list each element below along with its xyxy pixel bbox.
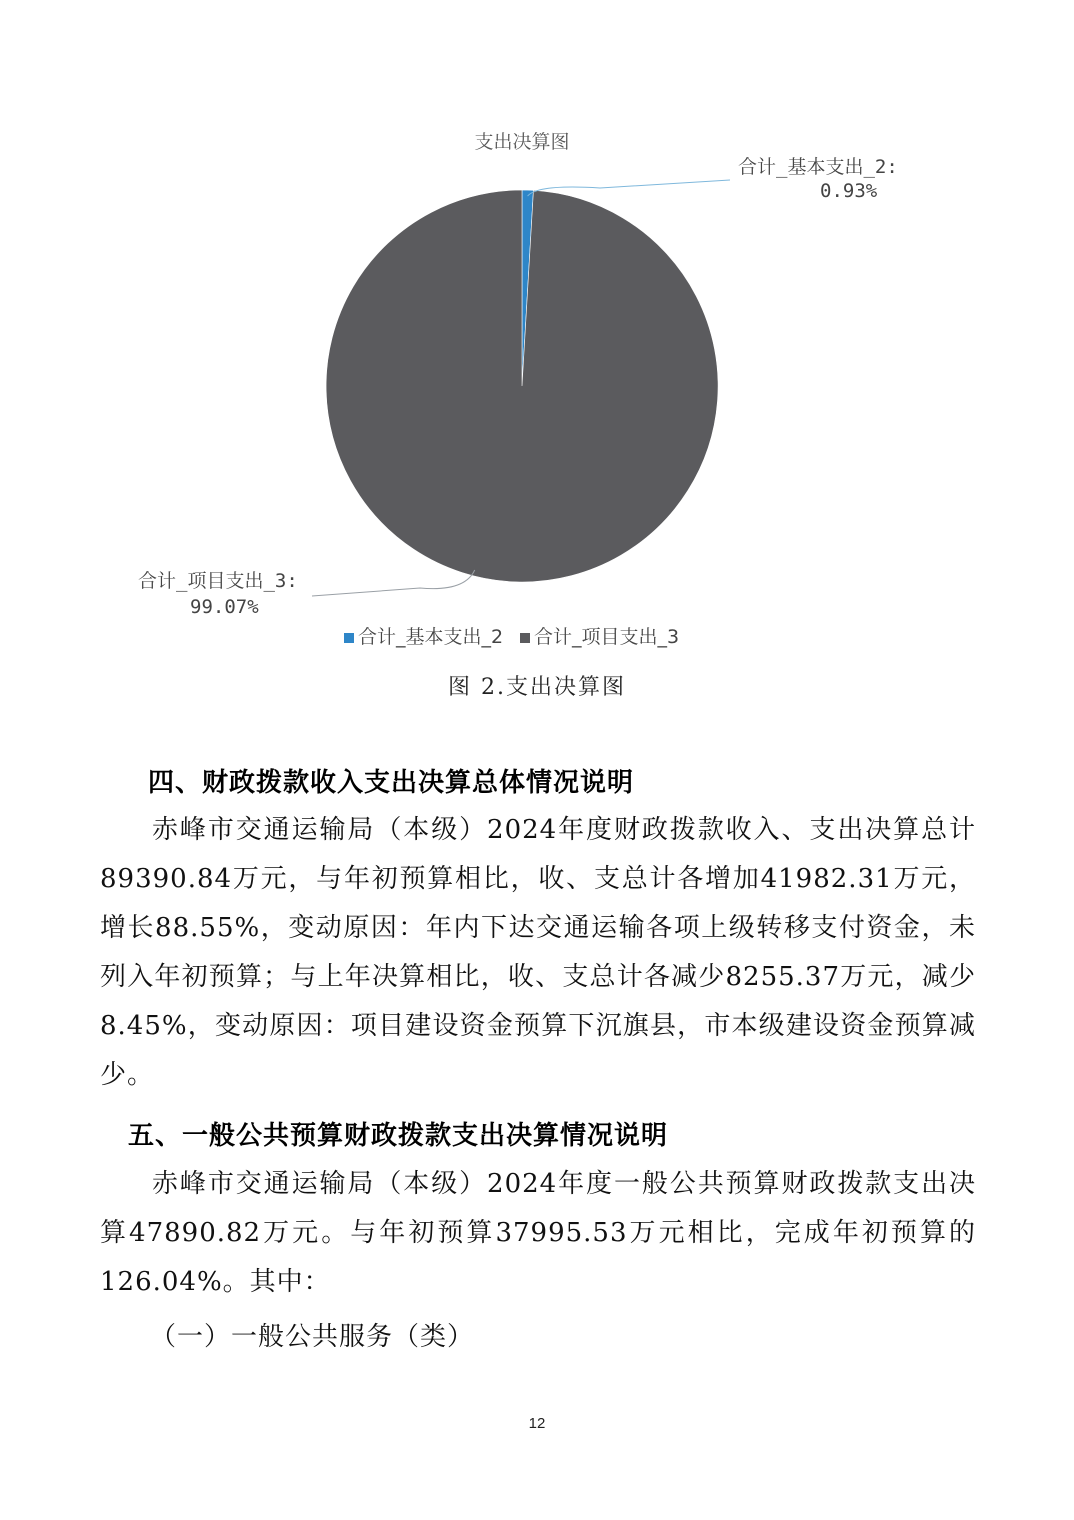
section-4-body: 赤峰市交通运输局（本级）2024年度财政拨款收入、支出决算总计89390.84万元，与年初预算相比，收、支总计各增加41982.31万元，增长88.55%，变动原因：年内下达交通运输各项上级转移支付资金，未列入年初预算；与上年决算相比，收、支总计各减少8255.37万元，减少8.45%，变动原因：项目建设资金预算下沉旗县，市本级建设资金预算减少。 — [100, 815, 976, 1090]
subsection-1-heading: （一）一般公共服务（类） — [150, 1322, 475, 1352]
chart-title: 支出决算图 — [474, 131, 570, 153]
legend-swatch-1 — [344, 633, 354, 643]
slice-label-name-1: 合计_基本支出_2: — [738, 156, 898, 178]
slice-label-name-2: 合计_项目支出_3: — [138, 570, 298, 592]
legend-label-2: 合计_项目支出_3 — [534, 626, 680, 648]
pie-slice-2 — [326, 190, 718, 582]
slice-label-value-2: 99.07% — [190, 596, 259, 618]
section-4-heading: 四、财政拨款收入支出决算总体情况说明 — [148, 768, 635, 798]
page-number: 12 — [528, 1415, 546, 1432]
legend-label-1: 合计_基本支出_2 — [358, 626, 504, 648]
figure-caption: 图 2.支出决算图 — [448, 675, 626, 700]
leader-line-2 — [312, 570, 475, 596]
section-5-heading: 五、一般公共预算财政拨款支出决算情况说明 — [128, 1121, 669, 1151]
slice-label-value-1: 0.93% — [820, 180, 878, 202]
section-5-body: 赤峰市交通运输局（本级）2024年度一般公共预算财政拨款支出决算47890.82万元。与年初预算37995.53万元相比，完成年初预算的126.04%。其中： — [100, 1169, 976, 1297]
legend-swatch-2 — [520, 633, 530, 643]
pie-chart — [0, 0, 1074, 720]
